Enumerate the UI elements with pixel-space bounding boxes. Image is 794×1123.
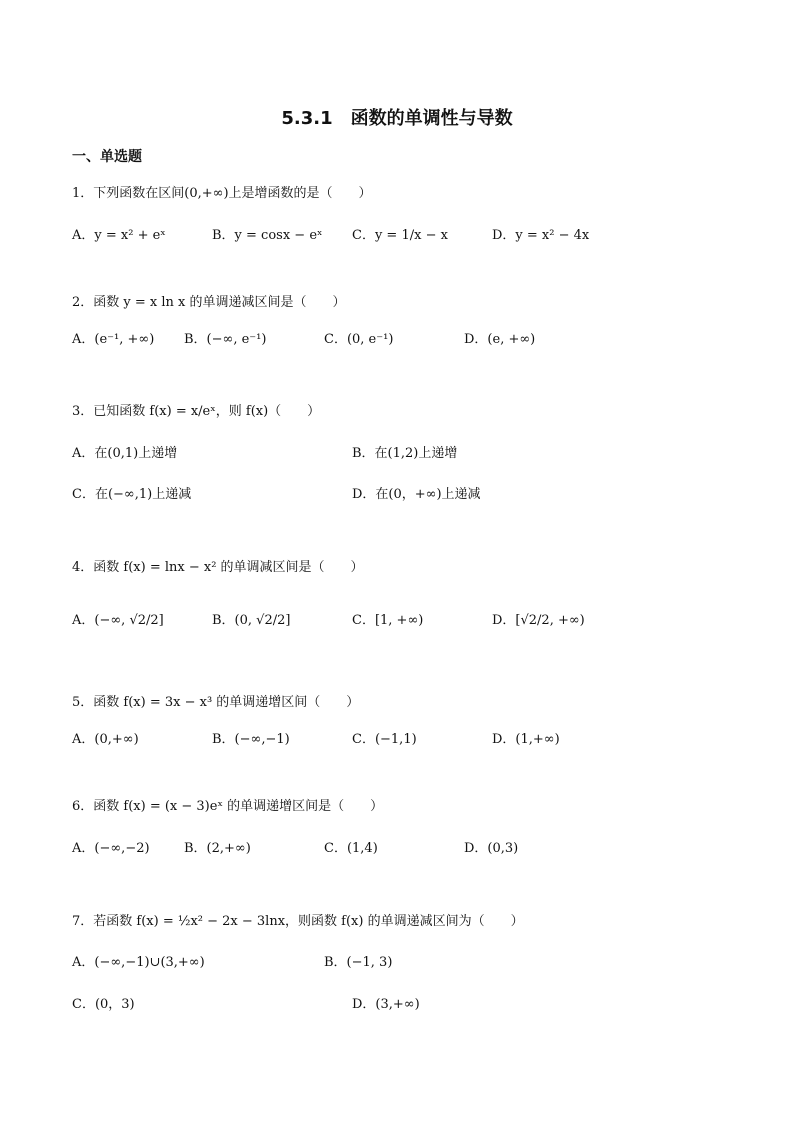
q5-option-b: B．(−∞,−1) bbox=[212, 732, 290, 747]
q3-option-d: D．在(0，+∞)上递减 bbox=[352, 487, 481, 502]
q4-option-d: D．[√2/2, +∞) bbox=[492, 613, 585, 628]
q5-option-c: C．(−1,1) bbox=[352, 732, 417, 747]
q2-option-b: B．(−∞, e⁻¹) bbox=[184, 332, 267, 347]
q1-option-d: D．y = x² − 4x bbox=[492, 228, 590, 243]
q7-option-a: A．(−∞,−1)∪(3,+∞) bbox=[72, 955, 205, 970]
q1-option-c: C．y = 1/x − x bbox=[352, 228, 448, 243]
q6-option-d: D．(0,3) bbox=[464, 841, 519, 856]
q3-option-b: B．在(1,2)上递增 bbox=[352, 446, 458, 461]
q7-option-c: C．(0，3) bbox=[72, 997, 135, 1012]
q4-option-c: C．[1, +∞) bbox=[352, 613, 424, 628]
q2-option-c: C．(0, e⁻¹) bbox=[324, 332, 394, 347]
q6-option-b: B．(2,+∞) bbox=[184, 841, 251, 856]
question-6-stem: 6．函数 f(x) = (x − 3)eˣ 的单调递增区间是（ ） bbox=[72, 799, 384, 814]
q2-option-a: A．(e⁻¹, +∞) bbox=[72, 332, 155, 347]
question-1-stem: 1．下列函数在区间(0,+∞)上是增函数的是（ ） bbox=[72, 186, 372, 201]
question-7-stem: 7．若函数 f(x) = ½x² − 2x − 3lnx，则函数 f(x) 的单调递减区间为（ ） bbox=[72, 914, 524, 929]
q2-option-d: D．(e, +∞) bbox=[464, 332, 536, 347]
q3-option-a: A．在(0,1)上递增 bbox=[72, 446, 178, 461]
q5-option-d: D．(1,+∞) bbox=[492, 732, 560, 747]
q7-option-b: B．(−1, 3) bbox=[324, 955, 393, 970]
q5-option-a: A．(0,+∞) bbox=[72, 732, 139, 747]
q1-option-a: A．y = x² + eˣ bbox=[72, 228, 166, 243]
question-3-stem: 3．已知函数 f(x) = x/eˣ，则 f(x)（ ） bbox=[72, 404, 321, 419]
question-5-stem: 5．函数 f(x) = 3x − x³ 的单调递增区间（ ） bbox=[72, 695, 360, 710]
page-title: 5.3.1 函数的单调性与导数 bbox=[281, 108, 513, 129]
section-heading: 一、单选题 bbox=[72, 149, 142, 165]
q6-option-a: A．(−∞,−2) bbox=[72, 841, 150, 856]
question-4-stem: 4．函数 f(x) = lnx − x² 的单调减区间是（ ） bbox=[72, 560, 364, 575]
q1-option-b: B．y = cosx − eˣ bbox=[212, 228, 323, 243]
q6-option-c: C．(1,4) bbox=[324, 841, 378, 856]
q4-option-a: A．(−∞, √2/2] bbox=[72, 613, 164, 628]
question-2-stem: 2．函数 y = x ln x 的单调递减区间是（ ） bbox=[72, 295, 346, 310]
q4-option-b: B．(0, √2/2] bbox=[212, 613, 291, 628]
q7-option-d: D．(3,+∞) bbox=[352, 997, 420, 1012]
q3-option-c: C．在(−∞,1)上递减 bbox=[72, 487, 192, 502]
